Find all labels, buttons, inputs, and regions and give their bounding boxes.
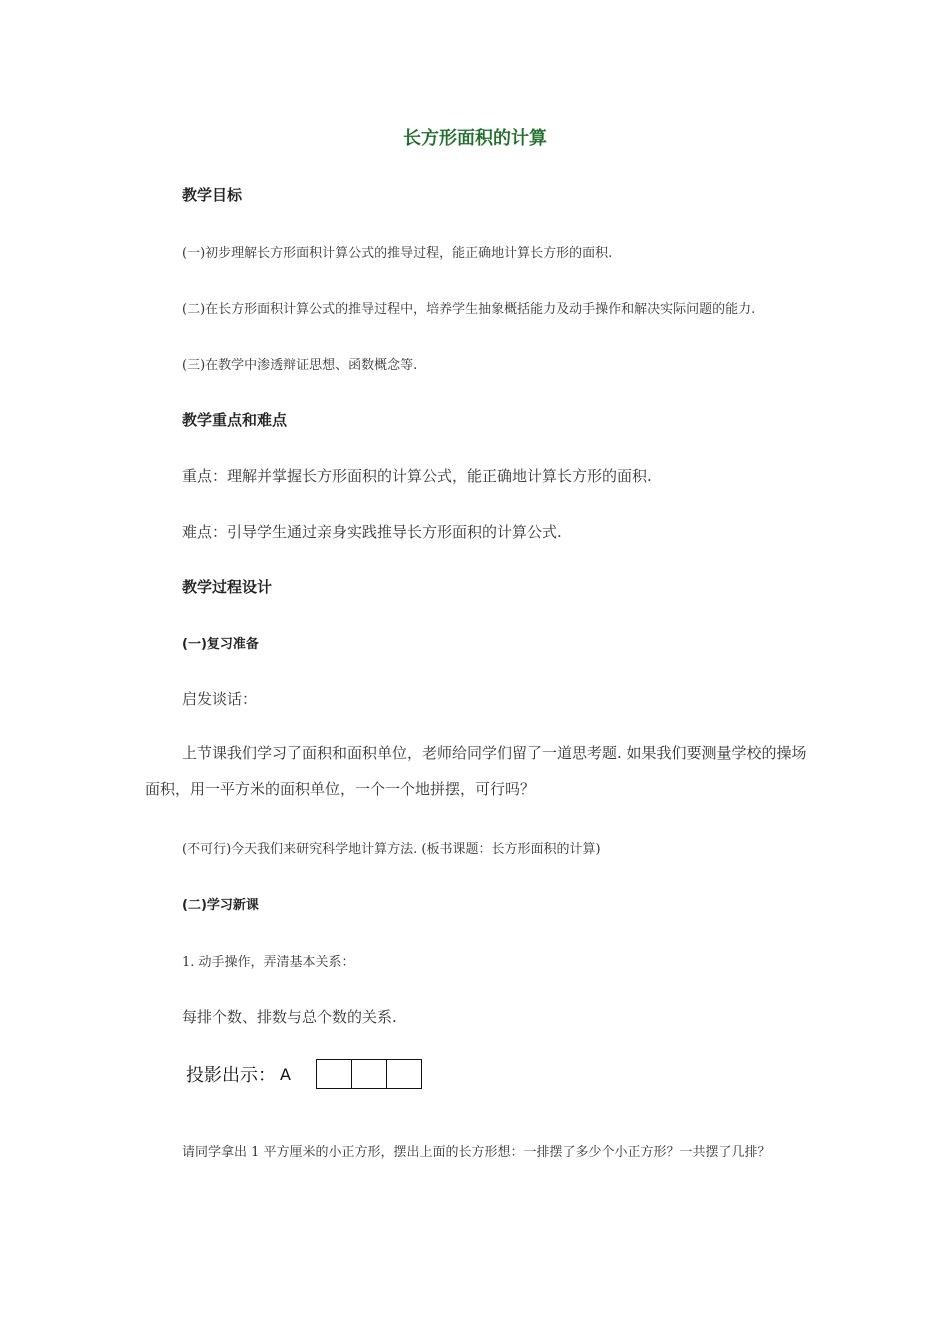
goal-item-3: (三)在教学中渗透辩证思想、函数概念等.: [182, 358, 418, 373]
goal-item-1: (一)初步理解长方形面积计算公式的推导过程，能正确地计算长方形的面积.: [182, 246, 613, 261]
step-1-description: 每排个数、排数与总个数的关系.: [182, 1008, 397, 1026]
document-title: 长方形面积的计算: [403, 128, 547, 149]
difficult-point: 难点：引导学生通过亲身实践推导长方形面积的计算公式.: [182, 523, 562, 541]
unit-square: [352, 1060, 387, 1088]
review-paragraph: 上节课我们学习了面积和面积单位，老师给同学们留了一道思考题. 如果我们要测量学校的操场面积，用一平方米的面积单位，一个一个地拼摆，可行吗？: [145, 744, 807, 798]
heading-new-lesson: (二)学习新课: [182, 898, 259, 913]
unit-square: [317, 1060, 352, 1088]
unit-square: [387, 1060, 421, 1088]
figure-label: 投影出示：: [186, 1065, 276, 1086]
key-point: 重点：理解并掌握长方形面积的计算公式，能正确地计算长方形的面积.: [182, 467, 652, 485]
heading-teaching-goals: 教学目标: [182, 186, 243, 204]
figure-letter: A: [280, 1064, 291, 1084]
heading-teaching-process: 教学过程设计: [182, 578, 273, 596]
projection-figure: [186, 1058, 422, 1090]
task-paragraph: 请同学拿出 1 平方厘米的小正方形，摆出上面的长方形想：一排摆了多少个小正方形？一共摆了几排？: [182, 1145, 771, 1160]
heading-key-difficult: 教学重点和难点: [182, 411, 288, 429]
review-answer: (不可行)今天我们来研究科学地计算方法. (板书课题：长方形面积的计算): [182, 842, 601, 857]
step-1: 1. 动手操作，弄清基本关系：: [182, 955, 355, 970]
rectangle-squares: [316, 1059, 422, 1089]
heading-review: (一)复习准备: [182, 637, 259, 652]
goal-item-2: (二)在长方形面积计算公式的推导过程中，培养学生抽象概括能力及动手操作和解决实际问题的能力.: [182, 302, 756, 317]
inspire-talk: 启发谈话：: [182, 690, 258, 708]
